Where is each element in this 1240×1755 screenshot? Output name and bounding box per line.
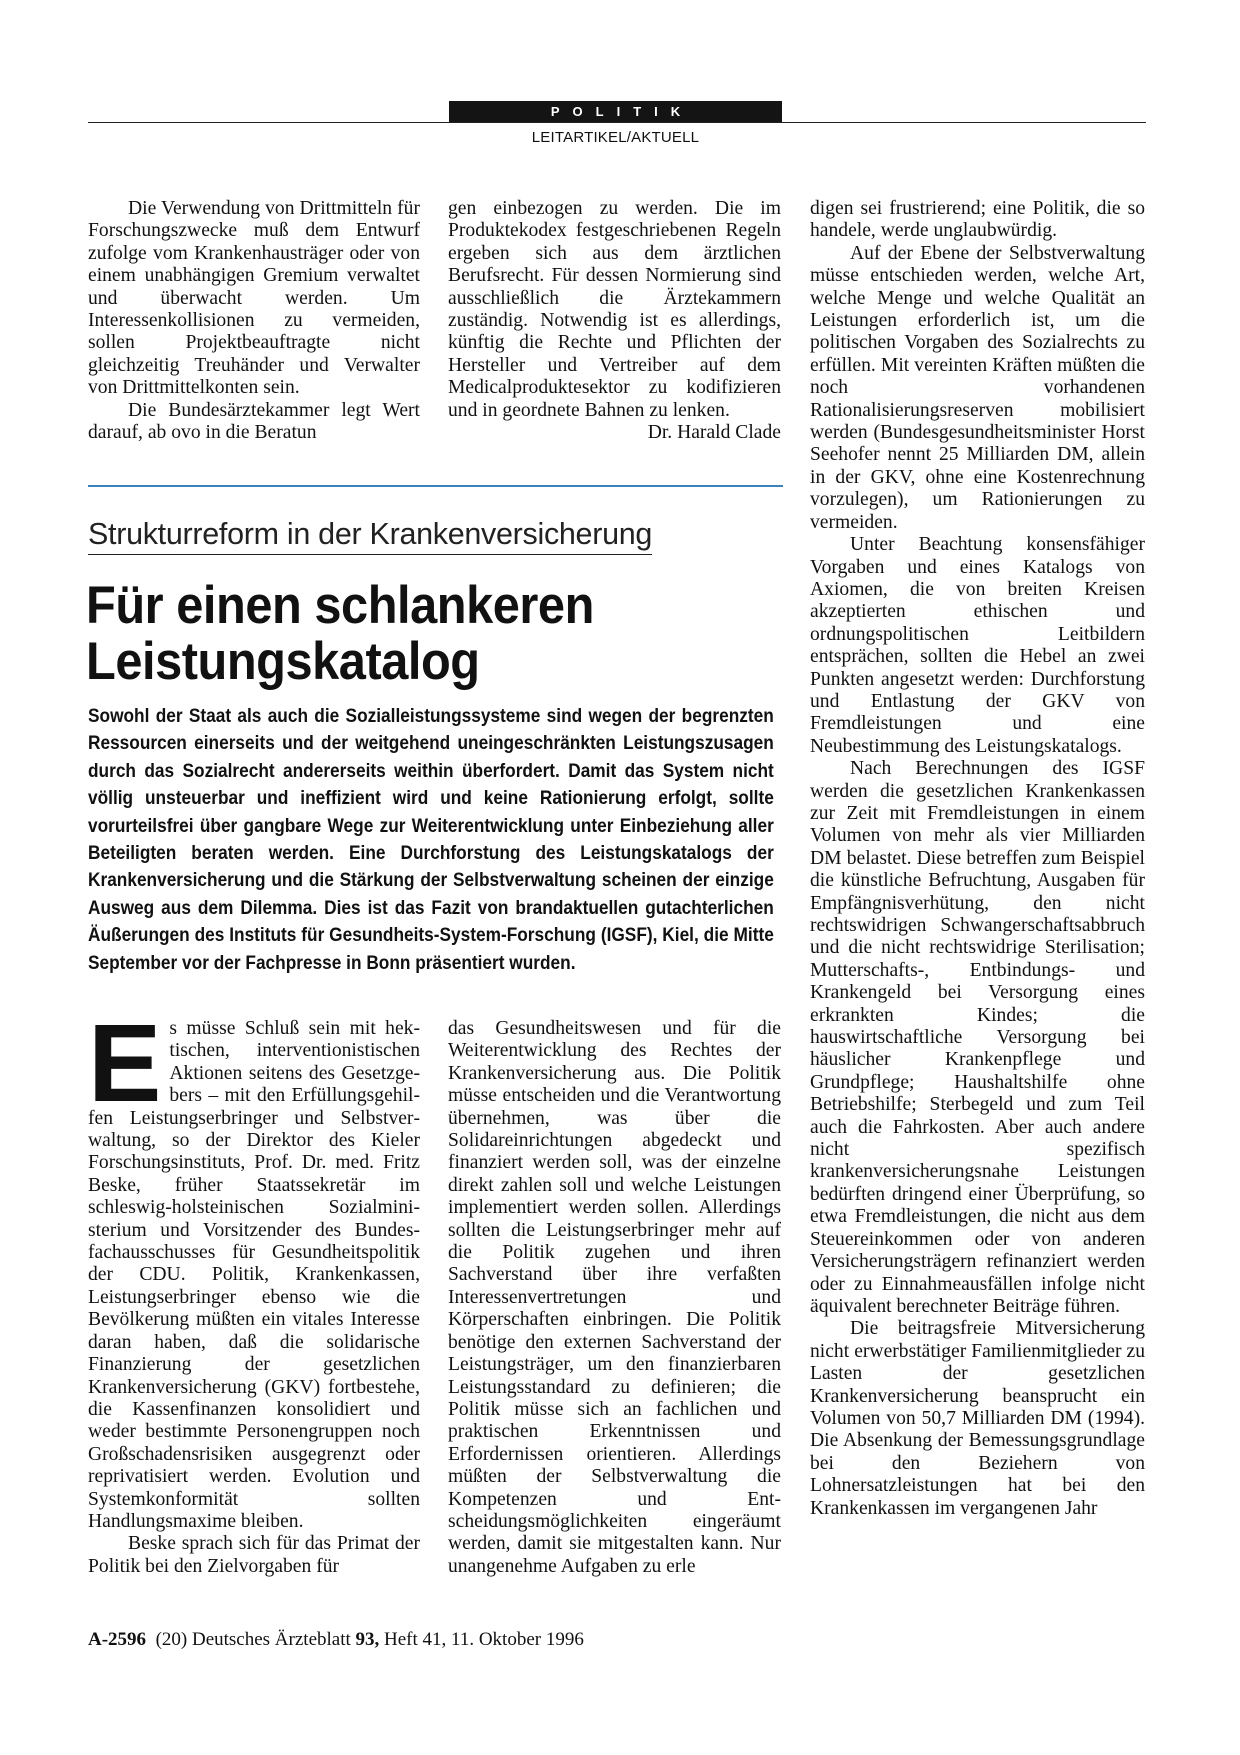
prev-article-column-1 [88, 198, 420, 453]
article-headline: Für einen schlankeren Leistungskatalog [86, 576, 594, 691]
body-paragraph: Nach Berechnungen des IGSF werden die gesetzlichen Krankenkassen zur Zeit mit Fremdleistungen in einem Volumen von mehr als vier Milliarden DM belastet. Diese betreffen zum Beispiel die künstliche Befruchtung, Ausgaben für Empfängnisverhütung, den nicht rechtswidrigen Schwangerschaftsabbruch und die nicht rechtswidrige Sterilisation; Mutterschafts-, Entbindungs- und Krankengeld bei Versorgung eines erkrankten Kindes; die hauswirtschaftliche Versorgung bei häuslicher Krankenpflege und Grundpflege; Haushaltshilfe ohne Betriebshilfe; Sterbegeld und zum Teil auch die Fahrkosten. Aber auch andere nicht spezifisch krankenversicherungsnahe Leistungen bedürften dringend einer Überprüfung, so etwa Fremdleistungen, die nicht aus dem Steuereinkommen oder von anderen Versicherungsträgern refinanziert werden oder zu Einnahmeausfällen infolge nicht äquivalent berechneter Beiträge führen. [810, 758, 1145, 1317]
prev-article-paragraph: Die Bundesärztekammer legt Wert darauf, ab ovo in die Beratun [88, 399, 420, 444]
body-paragraph: Auf der Ebene der Selbstverwaltung müsse entschieden werden, welche Art, welche Menge und welche Qualität an Leistungen erforderlich ist, um die politischen Vorgaben des Sozialrechts zu erfüllen. Mit vereinten Kräften müßten die noch vorhandenen Rationalisierungsreserven mobilisiert werden (Bundesgesundheitsminister Horst Seehofer nennt 25 Milliarden DM, allein in der GKV, ohne eine Kostenrechnung vorzulegen), um Rationierungen zu vermeiden. [810, 242, 1145, 533]
page-local: (20) [155, 1629, 188, 1650]
body-column-2 [448, 1018, 781, 1600]
drop-cap: E [88, 1018, 162, 1125]
body-paragraph: Es müsse Schluß sein mit hektischen, interventionistischen Aktionen seitens des Gesetzgebers – mit den Erfüllungsgehilfen Leistungserbringer und Selbstverwaltung, so der Direktor des Kieler Forschungsinstituts, Prof. Dr. med. Fritz Beske, früher Staatssekretär im schleswig-holsteinischen Sozialministerium und Vorsitzender des Bundesfachausschusses für Gesundheitspolitik der CDU. Politik, Krankenkassen, Leistungserbringer ebenso wie die Bevölkerung müßten ein vitales Interesse daran haben, daß die solidarische Finanzierung der gesetzlichen Krankenversicherung (GKV) fortbestehe, die Kassenfinanzen konsolidiert und weder bestimmte Personengruppen noch Großschadensrisiken ausgegrenzt oder reprivatisiert werden. Evolution und Systemkonformität sollten Handlungsmaxime bleiben. [88, 1018, 420, 1532]
subsection-label: LEITARTIKEL/AKTUELL [531, 129, 700, 146]
body-paragraph: das Gesundheitswesen und für die Weiterentwicklung des Rechtes der Krankenversicherung aus. Die Politik müsse entscheiden und die Verantwortung übernehmen, was über die Solidareinrichtungen abgedeckt und finanziert werden soll, was der einzelne direkt zahlen soll und welche Leistungen implementiert werden sollen. Allerdings sollten die Leistungserbringer mehr auf die Politik zugehen und ihren Sachverstand über ihre verfaßten Interessenvertretungen und Körperschaften einbringen. Die Politik benötige den externen Sachverstand der Leistungsträger, um den finanzierbaren Leistungsstandard zu definieren; die Politik müsse sich an fachlichen und praktischen Erkenntnissen und Erfordernissen orientieren. Allerdings müßten der Selbstverwaltung die Kompetenzen und Entscheidungsmöglichkeiten eingeräumt werden, damit sie mitgestalten kann. Nur unangenehme Aufgaben zu erle [448, 1018, 781, 1577]
issue-date: Heft 41, 11. Oktober 1996 [384, 1629, 584, 1650]
prev-article-paragraph: gen einbezogen zu werden. Die im Produktekodex festgeschriebenen Regeln ergeben sich aus dem ärztlichen Berufsrecht. Für dessen Normierung sind ausschließlich die Ärztekammern zuständig. Notwendig ist es allerdings, künftig die Rechte und Pflichten der Hersteller und Vertreiber auf dem Medicalproduktesektor zu kodifizieren und in geordnete Bahnen zu lenken. Dr. Harald Clade [448, 198, 781, 444]
article-kicker: Strukturreform in der Krankenversicherung [88, 517, 652, 555]
header-rule [88, 122, 1146, 123]
prev-article-column-2 [448, 198, 781, 453]
prev-article-paragraph: Die Verwendung von Drittmitteln für Forschungszwecke muß dem Entwurf zufolge vom Krankenhausträger oder von einem unabhängigen Gremium verwaltet und überwacht werden. Um Interessenkollisionen zu vermeiden, sollen Projektbeauftragte nicht gleichzeitig Treuhänder und Verwalter von Drittmittelkonten sein. [88, 198, 420, 399]
body-column-1 [88, 1018, 420, 1600]
body-column-3 [810, 198, 1145, 1600]
body-paragraph: Unter Beachtung konsensfähiger Vorgaben und eines Katalogs von Axiomen, die von breiten Kreisen akzeptierten ethischen und ordnungspolitischen Leitbildern entsprächen, sollten die Hebel an zwei Punkten angesetzt werden: Durchforstung und Entlastung der GKV von Fremdleistungen und eine Neubestimmung des Leistungskatalogs. [810, 534, 1145, 757]
journal-name: Deutsches Ärzteblatt [191, 1629, 351, 1650]
volume: 93, [355, 1629, 380, 1650]
page-footer [88, 1629, 584, 1651]
body-paragraph: Die beitragsfreie Mitversicherung nicht erwerbstätiger Familienmitglieder zu Lasten der gesetzlichen Krankenversicherung beansprucht ein Volumen von 50,7 Milliarden DM (1994). Die Absenkung der Bemessungsgrundlage bei den Beziehern von Lohnersatzleistungen hat bei den Krankenkassen im vergangenen Jahr [810, 1318, 1145, 1519]
page-code: A-2596 [88, 1629, 147, 1650]
section-label: POLITIK [449, 101, 782, 122]
body-paragraph: digen sei frustrierend; eine Politik, die so handele, werde unglaubwürdig. [810, 198, 1145, 242]
article-lead: Sowohl der Staat als auch die Sozialleistungssysteme sind wegen der begrenzten Ressourcen einerseits und der weitgehend uneingeschränkten Leistungszusagen durch das Sozialrecht andererseits weithin überfordert. Damit das System nicht völlig unsteuerbar und ineffizient wird und keine Rationierung erfolgt, sollte vorurteilsfrei über gangbare Wege zur Weiterentwicklung unter Einbeziehung aller Beteiligten beraten werden. Eine Durchforstung des Leistungskatalogs der Krankenversicherung und die Stärkung der Selbstverwaltung scheinen der einzige Ausweg aus dem Dilemma. Dies ist das Fazit von brandaktuellen gutachterlichen Äußerungen des Instituts für Gesundheits-System-Forschung (IGSF), Kiel, die Mitte September vor der Fachpresse in Bonn präsentiert wurden. [88, 706, 774, 974]
author-signature: Dr. Harald Clade [647, 422, 781, 444]
body-paragraph: Beske sprach sich für das Primat der Politik bei den Zielvorgaben für [88, 1533, 420, 1577]
article-divider [88, 485, 783, 487]
